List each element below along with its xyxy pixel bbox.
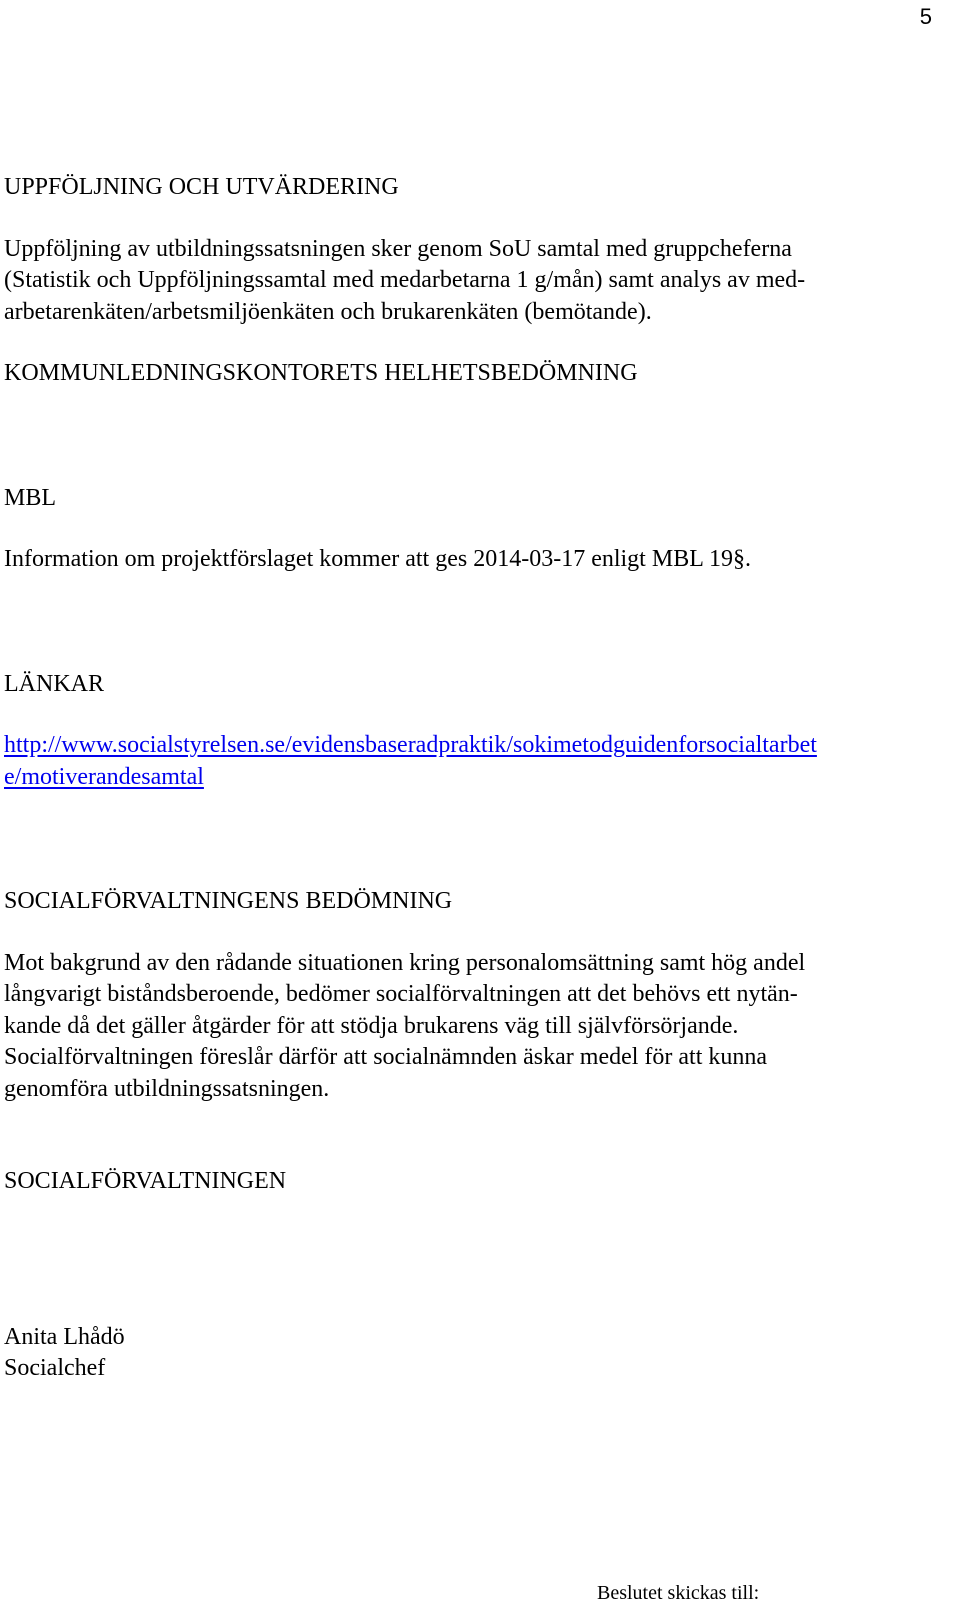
- mbl-paragraph: Information om projektförslaget kommer att ges 2014-03-17 enligt MBL 19§.: [4, 546, 751, 572]
- followup-heading: UPPFÖLJNING OCH UTVÄRDERING: [4, 174, 399, 200]
- followup-paragraph: Uppföljning av utbildningssatsningen sker genom SoU samtal med gruppcheferna (Statistik och Uppföljningssamtal med medarbetarna 1 g/mån) samt analys av med- arbetarenkäten/arbetsmiljöenkäten och brukarenkäten (bemötande).: [4, 235, 806, 325]
- assessment-paragraph: Mot bakgrund av den rådande situationen kring personalomsättning samt hög andel långvarigt biståndsberoende, bedömer socialförvaltningen att det behövs ett nytän- kande då det gäller åtgärder för att stödja brukarens väg till självförsörjande. Socialförvaltningen föreslår därför att socialnämnden äskar medel för att kunna genomföra utbildningssatsningen.: [4, 949, 806, 1102]
- assessment-heading: SOCIALFÖRVALTNINGENS BEDÖMNING: [4, 888, 453, 914]
- department-heading: SOCIALFÖRVALTNINGEN: [4, 1168, 287, 1194]
- document-body: [4, 172, 944, 1385]
- mbl-heading: MBL: [4, 484, 57, 511]
- kommunledning-heading: KOMMUNLEDNINGSKONTORETS HELHETSBEDÖMNING: [4, 360, 638, 386]
- signatory-title: Socialchef: [4, 1355, 106, 1381]
- distribution-label: Beslutet skickas till:: [597, 1582, 760, 1604]
- page-number: 5: [919, 4, 932, 29]
- socialstyrelsen-link[interactable]: http://www.socialstyrelsen.se/evidensbaseradpraktik/sokimetodguidenforsocialtarbet e/motiverandesamtal: [4, 732, 817, 790]
- links-heading: LÄNKAR: [4, 670, 104, 697]
- signatory-name: Anita Lhådö: [4, 1323, 125, 1350]
